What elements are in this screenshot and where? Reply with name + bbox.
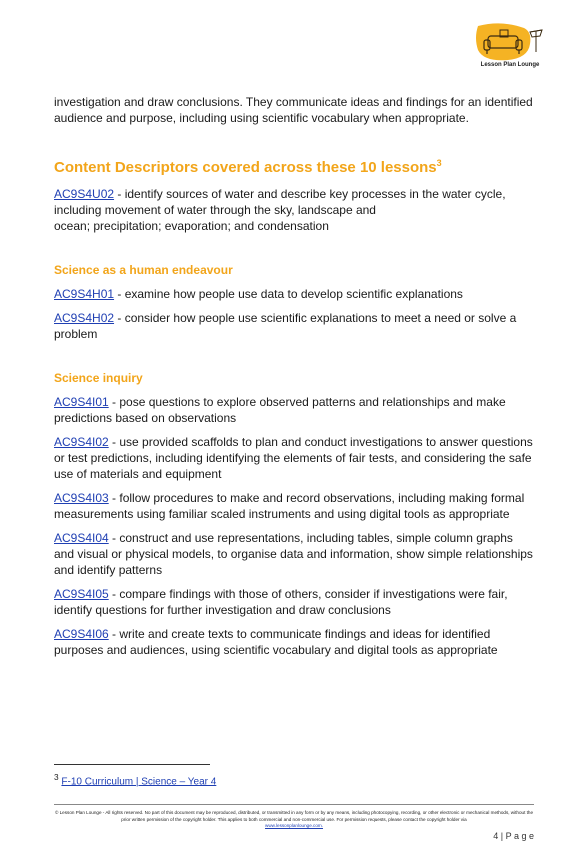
descriptor-item (54, 394, 534, 426)
footnote (54, 771, 216, 788)
footnote-number: 3 (54, 772, 59, 782)
descriptor-code-link[interactable]: AC9S4U02 (54, 187, 115, 201)
footnote-ref: 3 (436, 158, 442, 168)
descriptor-text: - pose questions to explore observed patterns and relationships and make predictions based on observations (54, 395, 506, 425)
descriptor-text: - follow procedures to make and record observations, including making formal measurements using familiar scaled instruments and using digital tools as appropriate (54, 491, 525, 521)
section-heading: Science as a human endeavour (54, 263, 233, 277)
footnote-divider (54, 764, 210, 765)
descriptor-text: - compare findings with those of others, consider if investigations were fair, identify questions for further investigation and draw conclusions (54, 587, 508, 617)
descriptor-text: - consider how people use scientific explanations to meet a need or solve a problem (54, 311, 517, 341)
copyright-notice (54, 810, 534, 830)
page-number-value: 4 (493, 831, 499, 841)
sofa-logo-icon (472, 22, 548, 62)
descriptor-item (54, 310, 534, 342)
descriptor-text: ocean; precipitation; evaporation; and condensation (54, 219, 329, 233)
logo (472, 22, 548, 76)
footer-divider (54, 804, 534, 805)
descriptor-item (54, 186, 534, 234)
descriptor-code-link[interactable]: AC9S4H01 (54, 287, 115, 301)
descriptor-code-link[interactable]: AC9S4I01 (54, 395, 109, 409)
intro-paragraph: investigation and draw conclusions. They communicate ideas and findings for an identified audience and purpose, including using scientific vocabulary when appropriate. (54, 95, 533, 125)
descriptor-text: - write and create texts to communicate findings and ideas for identified purposes and audiences, using scientific vocabulary and digital tools as appropriate (54, 627, 498, 657)
section-science-inquiry (54, 370, 534, 658)
logo-text: Lesson Plan Lounge (480, 62, 540, 68)
descriptor-code-link[interactable]: AC9S4I02 (54, 435, 109, 449)
section-heading: Science inquiry (54, 371, 143, 385)
descriptor-item (54, 434, 534, 482)
descriptor-code-link[interactable]: AC9S4I05 (54, 587, 109, 601)
descriptor-text: - construct and use representations, including tables, simple column graphs and visual or physical models, to organise data and information, show simple relationships and identify patterns (54, 531, 533, 577)
section-human-endeavour (54, 262, 534, 342)
descriptor-text: - use provided scaffolds to plan and conduct investigations to answer questions or test predictions, including identifying the elements of fair tests, and considering the safe use of materials and equipment (54, 435, 533, 481)
content-descriptors-heading: Content Descriptors covered across these 10 lessons$^3$ (54, 158, 442, 176)
copyright-link[interactable]: www.lessonplanlounge.com. (265, 823, 323, 828)
descriptor-text: - examine how people use data to develop scientific explanations (114, 287, 463, 301)
descriptor-code-link[interactable]: AC9S4H02 (54, 311, 115, 325)
descriptor-code-link[interactable]: AC9S4I03 (54, 491, 109, 505)
descriptor-code-link[interactable]: AC9S4I04 (54, 531, 109, 545)
copyright-text: © Lesson Plan Lounge - All rights reserved. No part of this document may be reproduced, distributed, or transmitted in any form or by any means, including photocopying, recording, or other electronic or mechanical methods, without the prior written permission of the copyright holder. This applies to both commercial and non-commercial use. For permission requests, please contact the copyright holder via (54, 810, 534, 822)
descriptor-item (54, 490, 534, 522)
descriptor-text: - identify sources of water and describe key processes in the water cycle, including movement of water through the sky, landscape and (54, 187, 506, 217)
page-label: | P a g e (500, 831, 534, 841)
descriptor-item (54, 586, 534, 618)
descriptor-code-link[interactable]: AC9S4I06 (54, 627, 109, 641)
footnote-link[interactable]: F-10 Curriculum | Science – Year 4 (61, 776, 217, 788)
descriptor-item (54, 530, 534, 578)
descriptor-item (54, 626, 534, 658)
page-number (480, 831, 534, 841)
page-content (54, 94, 534, 666)
descriptor-item (54, 286, 534, 302)
